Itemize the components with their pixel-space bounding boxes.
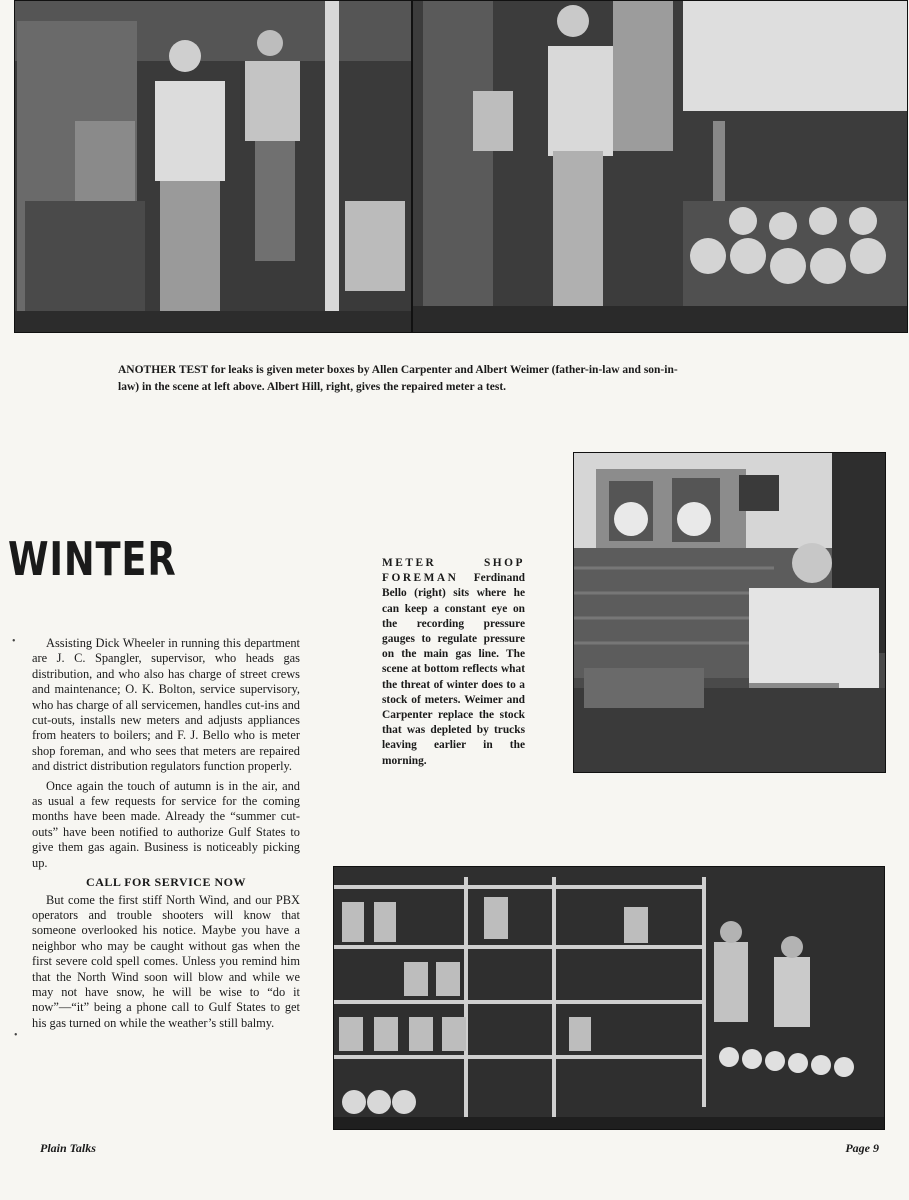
margin-mark-bottom: • (14, 1030, 18, 1041)
caption-lead: METER SHOP FOREMAN (382, 557, 525, 585)
body-paragraph-1: Assisting Dick Wheeler in running this department are J. C. Spangler, supervisor, who heads gas distribution, and who also has charge of street crews and maintenance; O. K. Bolton, service supervisory, who has charge of all servicemen, handles cut-ins and cut-outs, installs new meters and adjusts appliances from heaters to boilers; and F. J. Bello who is meter shop foreman, and who sees that meters are repaired and district distribution regulators function properly. (32, 636, 300, 774)
page-number: Page 9 (845, 1141, 879, 1155)
publication-name: Plain Talks (40, 1141, 96, 1155)
photo-foreman-bello (573, 452, 886, 773)
body-paragraph-3: But come the first stiff North Wind, and our PBX operators and trouble shooters will know that someone overlooked his notice. Maybe you have a neighbor who may be caught without gas when the first severe cold spell comes. Unless you remind him that the North Wind soon will blow and while we may not have snow, he will be wise to “do it now”—“it” being a phone call to Gulf States to get his gas turned on while the weather’s still balmy. (32, 892, 300, 1030)
photo-meter-test-left (14, 0, 412, 333)
photo-meter-stock-shelves (333, 866, 885, 1130)
headline: WINTER (8, 532, 177, 586)
photo-meter-test-right (412, 0, 908, 333)
body-paragraph-2: Once again the touch of autumn is in the air, and as usual a few requests for service for the coming months have been made. Already the “summer cut-outs” have been notified to authorize Gulf States to give them gas again. Business is noticeably picking up. (32, 778, 300, 870)
margin-mark-top: • (12, 636, 16, 647)
foreman-photo-caption (382, 556, 525, 769)
caption-text: Ferdinand Bello (right) sits where he can keep a constant eye on the recording pressure gauges to regulate pressure on the main gas line. The scene at bottom reflects what the threat of winter does to a stock of meters. Weimer and Carpenter replace the stock that was depleted by trucks leaving earlier in the morning. (382, 572, 525, 767)
body-subhead: CALL FOR SERVICE NOW (86, 875, 246, 890)
top-photo-caption: ANOTHER TEST for leaks is given meter boxes by Allen Carpenter and Albert Weimer (father-in-law and son-in-law) in the scene at left above. Albert Hill, right, gives the repaired meter a test. (118, 363, 678, 393)
article-body (32, 636, 300, 1035)
